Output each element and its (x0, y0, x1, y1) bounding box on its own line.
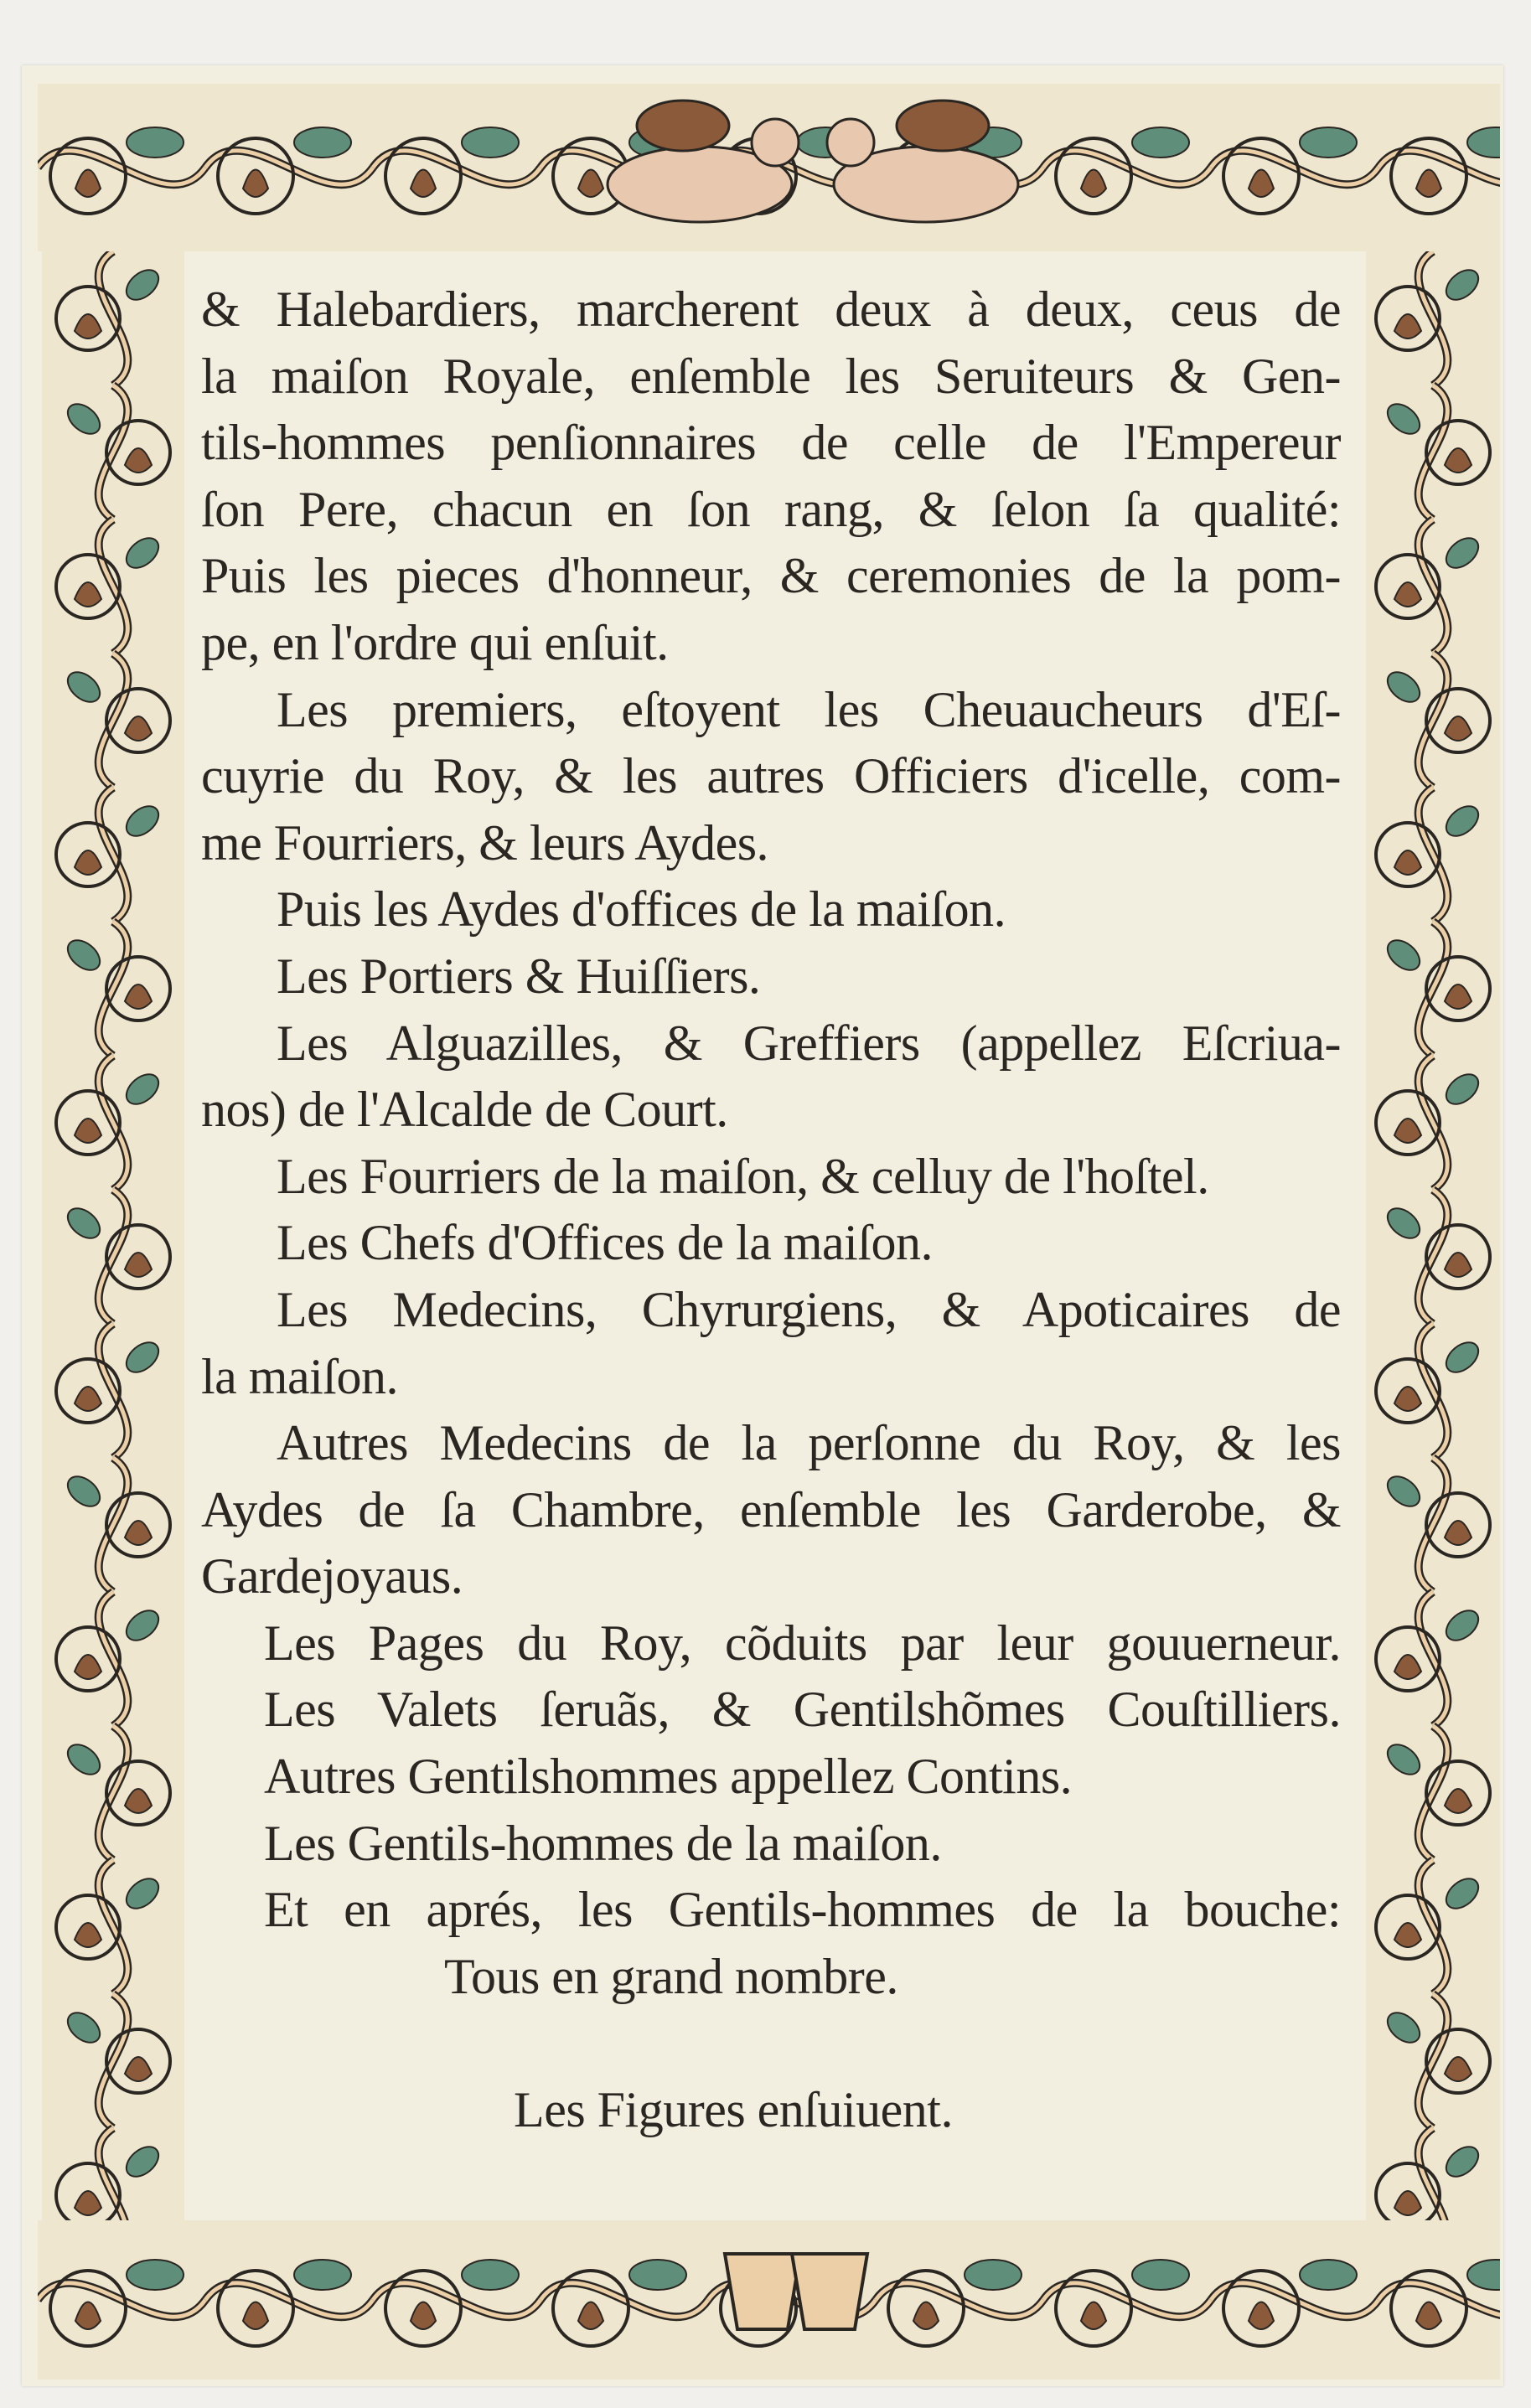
flower-bud-icon (411, 2302, 436, 2330)
flower-bud-icon (1445, 1789, 1472, 1813)
flower-bud-icon (1445, 716, 1472, 741)
flower-bud-icon (1081, 2302, 1106, 2330)
flower-bud-icon (1394, 314, 1421, 338)
leaf-icon (1440, 1873, 1484, 1915)
flower-bud-icon (1394, 1387, 1421, 1411)
left-ornamental-border (42, 251, 184, 2220)
vine-ornament (42, 251, 184, 2220)
leaf-icon (62, 934, 106, 976)
leaf-icon (1382, 1202, 1425, 1244)
leaf-icon (121, 532, 164, 574)
putto-wing (637, 101, 729, 151)
leaf-icon (121, 1068, 164, 1110)
text-line: Les Figures enſuiuent. (514, 2082, 953, 2138)
text-line: Autres Gentilshommes appellez Contins. (264, 1749, 1073, 1805)
flower-bud-icon (1394, 1119, 1421, 1143)
leaf-icon (965, 2260, 1022, 2290)
text-line: Aydes de ſa Chambre, enſemble les Garderobe, & (201, 1481, 1341, 1537)
flower-bud-icon (75, 314, 101, 338)
leaf-icon (1440, 264, 1484, 306)
text-line: ſon Pere, chacun en ſon rang, & ſelon ſa qualité: (201, 481, 1341, 537)
leaf-icon (1440, 1336, 1484, 1378)
leaf-icon (62, 2007, 106, 2049)
flower-bud-icon (125, 448, 152, 473)
flower-bud-icon (125, 716, 152, 741)
flower-bud-icon (75, 1119, 101, 1143)
flower-bud-icon (1445, 448, 1472, 473)
leaf-icon (1440, 800, 1484, 842)
leaf-icon (1440, 1068, 1484, 1110)
text-line: & Halebardiers, marcherent deux à deux, ceus de (201, 282, 1341, 337)
top-ornamental-border (38, 84, 1500, 251)
text-line: la maiſon Royale, enſemble les Seruiteurs & Gen- (201, 348, 1341, 404)
flower-bud-icon (1445, 984, 1472, 1009)
vine-ornament (1366, 251, 1500, 2220)
vase-foliage-ornament (38, 2220, 1500, 2380)
leaf-icon (629, 2260, 686, 2290)
text-line: Les Alguazilles, & Greffiers (appellez Eſcriua- (277, 1015, 1341, 1071)
flower-bud-icon (1445, 1253, 1472, 1277)
text-line: Gardejoyaus. (201, 1548, 463, 1604)
leaf-icon (1132, 2260, 1189, 2290)
leaf-icon (121, 800, 164, 842)
leaf-icon (1382, 934, 1425, 976)
leaf-icon (121, 1604, 164, 1646)
leaf-icon (462, 2260, 519, 2290)
flower-bud-icon (125, 984, 152, 1009)
leaf-icon (121, 264, 164, 306)
flower-bud-icon (1249, 2302, 1274, 2330)
flower-bud-icon (578, 170, 603, 198)
vase-icon (725, 2254, 800, 2329)
flower-bud-icon (1249, 170, 1274, 198)
text-line: Les Pages du Roy, cõduits par leur gouuerneur. (264, 1615, 1341, 1671)
leaf-icon (62, 398, 106, 440)
flower-bud-icon (75, 1387, 101, 1411)
flower-bud-icon (1416, 170, 1441, 198)
leaf-icon (1382, 1470, 1425, 1512)
leaf-icon (1440, 2141, 1484, 2183)
text-line: tils-hommes penſionnaires de celle de l'Empereur (201, 415, 1341, 471)
flower-bud-icon (75, 850, 101, 875)
text-line: Les Gentils-hommes de la maiſon. (264, 1815, 942, 1871)
body-text (201, 276, 1341, 2144)
flower-bud-icon (1394, 1655, 1421, 1679)
text-line: Les Chefs d'Offices de la maiſon. (277, 1215, 933, 1271)
text-line: la maiſon. (201, 1348, 398, 1404)
flower-bud-icon (125, 1789, 152, 1813)
flower-bud-icon (75, 170, 101, 198)
flower-bud-icon (913, 2302, 939, 2330)
leaf-icon (1382, 2007, 1425, 2049)
flower-bud-icon (75, 2302, 101, 2330)
flower-bud-icon (125, 1253, 152, 1277)
text-line: Et en aprés, les Gentils-hommes de la bouche: (264, 1882, 1341, 1938)
flower-bud-icon (75, 1923, 101, 1947)
leaf-icon (121, 2141, 164, 2183)
text-line: cuyrie du Roy, & les autres Officiers d'icelle, com- (201, 748, 1341, 804)
flower-bud-icon (75, 1655, 101, 1679)
leaf-icon (62, 1739, 106, 1780)
leaf-icon (1132, 127, 1189, 158)
putti-foliage-ornament (38, 84, 1500, 251)
leaf-icon (62, 1470, 106, 1512)
leaf-icon (1382, 1739, 1425, 1780)
leaf-icon (1382, 666, 1425, 708)
putto-head (827, 119, 874, 166)
text-line: Puis les pieces d'honneur, & ceremonies de la pom- (201, 548, 1341, 604)
flower-bud-icon (125, 1521, 152, 1545)
flower-bud-icon (75, 582, 101, 607)
text-line: pe, en l'ordre qui enſuit. (201, 614, 669, 670)
text-line: Les Fourriers de la maiſon, & celluy de l'hoſtel. (277, 1148, 1209, 1204)
flower-bud-icon (125, 2057, 152, 2081)
leaf-icon (294, 127, 351, 158)
text-line: me Fourriers, & leurs Aydes. (201, 814, 769, 871)
leaf-icon (1300, 2260, 1357, 2290)
text-line: Les premiers, eſtoyent les Cheuaucheurs d'Eſ- (277, 681, 1341, 737)
leaf-icon (1467, 2260, 1500, 2290)
flower-bud-icon (1394, 850, 1421, 875)
leaf-icon (1440, 1604, 1484, 1646)
leaf-icon (1382, 398, 1425, 440)
bottom-ornamental-border (38, 2220, 1500, 2380)
leaf-icon (62, 1202, 106, 1244)
flower-bud-icon (578, 2302, 603, 2330)
flower-bud-icon (75, 2191, 101, 2215)
flower-bud-icon (1445, 2057, 1472, 2081)
text-line: Les Medecins, Chyrurgiens, & Apoticaires de (277, 1281, 1341, 1337)
vase-icon (792, 2254, 867, 2329)
putto-wing (897, 101, 989, 151)
text-line: Les Portiers & Huiſſiers. (277, 948, 761, 1004)
right-ornamental-border (1366, 251, 1500, 2220)
text-line: nos) de l'Alcalde de Court. (201, 1082, 728, 1138)
leaf-icon (127, 127, 184, 158)
leaf-icon (1467, 127, 1500, 158)
flower-bud-icon (243, 2302, 268, 2330)
text-line: Tous en grand nombre. (444, 1948, 898, 2004)
flower-bud-icon (1416, 2302, 1441, 2330)
flower-bud-icon (1394, 2191, 1421, 2215)
text-line: Les Valets ſeruãs, & Gentilshõmes Couſtilliers. (264, 1682, 1341, 1738)
leaf-icon (1440, 532, 1484, 574)
flower-bud-icon (1394, 582, 1421, 607)
flower-bud-icon (1445, 1521, 1472, 1545)
leaf-icon (294, 2260, 351, 2290)
flower-bud-icon (1394, 1923, 1421, 1947)
text-line: Autres Medecins de la perſonne du Roy, & les (277, 1415, 1341, 1471)
text-line: Puis les Aydes d'offices de la maiſon. (277, 881, 1006, 938)
flower-bud-icon (243, 170, 268, 198)
leaf-icon (121, 1873, 164, 1915)
leaf-icon (62, 666, 106, 708)
leaf-icon (127, 2260, 184, 2290)
leaf-icon (1300, 127, 1357, 158)
putto-head (752, 119, 799, 166)
flower-bud-icon (1081, 170, 1106, 198)
leaf-icon (462, 127, 519, 158)
flower-bud-icon (411, 170, 436, 198)
leaf-icon (121, 1336, 164, 1378)
